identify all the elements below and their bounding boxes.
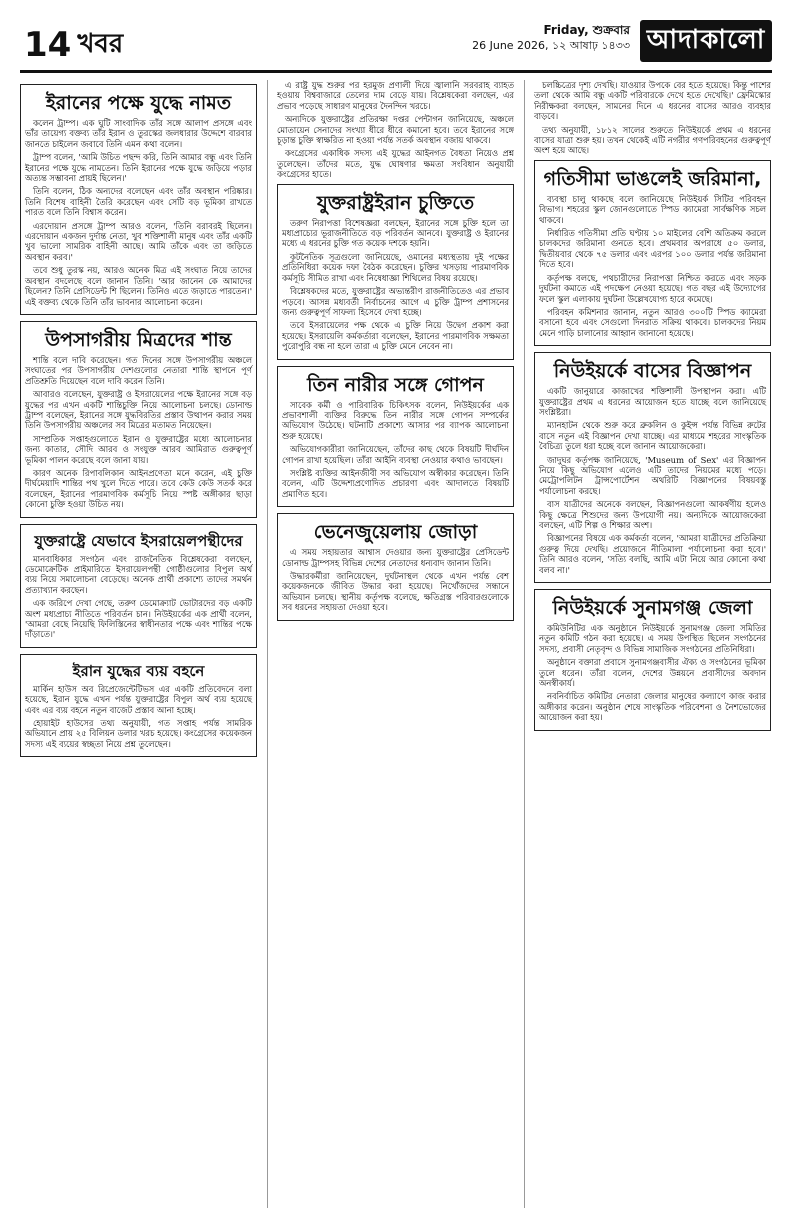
article-paragraph: কংগ্রেসের একাধিক সদস্য এই যুদ্ধের আইনগত বৈধতা নিয়েও প্রশ্ন তুলেছেন। তাঁদের মতে, যুদ্ধ ঘোষণার ক্ষমতা সংবিধান অনুযায়ী কংগ্রেসের হাতে।	[277, 148, 514, 180]
article-paragraph: কমিউনিটির এক অনুষ্ঠানে নিউইয়র্কে সুনামগঞ্জ জেলা সমিতির নতুন কমিটি গঠন করা হয়েছে। এ সময় উপস্থিত ছিলেন সংগঠনের সদস্য, প্রবাসী নেতৃবৃন্দ ও বিভিন্ন সামাজিক সংগঠনের প্রতিনিধিরা।	[539, 623, 766, 654]
article-paragraph: চলচ্চিত্রের দৃশ্য দেখছি। যাওয়ার উপকে বের হতে হয়েছে। কিন্তু পাশের তলা থেকে আমি বন্ধু একটি পরিবারকে দেখে হতে দেখেছি।' ফ্রেমিস্কোর নিরীক্ষকরা বলছেন, সামনের দিনে এ ধরনের বাসের আরও ব্যবহার বাড়বে।	[534, 80, 771, 122]
article-paragraph: ব্যবস্থা চালু থাকছে বলে জানিয়েছে নিউইয়র্ক সিটির পরিবহন বিভাগ। শহরের স্কুল জোনগুলোতে স্পিড ক্যামেরা সার্বক্ষণিক সচল থাকবে।	[539, 193, 766, 225]
article-paragraph: মানবাধিকার সংগঠন এবং রাজনৈতিক বিশ্লেষকেরা বলছেন, ডেমোক্রেটিক প্রাইমারিতে ইসরায়েলপন্থী গোষ্ঠীগুলোর বিপুল অর্থ ব্যয় নিয়ে সমালোচনা বেড়েছে। অনেক প্রার্থী প্রকাশ্যে তাদের সমর্থন প্রত্যাখ্যান করছেন।	[25, 553, 252, 595]
article-headline: নিউইয়র্কে বাসের বিজ্ঞাপন	[553, 360, 752, 383]
article-paragraph: সাম্প্রতিক সপ্তাহগুলোতে ইরান ও যুক্তরাষ্ট্রের মধ্যে আলোচনার জন্য কাতার, সৌদি আরব ও সংযুক্ত আরব আমিরাত গুরুত্বপূর্ণ ভূমিকা পালন করেছে বলে জানা যায়।	[25, 433, 252, 465]
article-headline: যুক্তরাষ্ট্রইরান চুক্তিতে	[316, 191, 475, 214]
article-headline: তিন নারীর সঙ্গে গোপন	[307, 373, 484, 396]
article-paragraph: বিশ্লেষকদের মতে, যুক্তরাষ্ট্রের অভ্যন্তরীণ রাজনীতিতেও এর প্রভাব পড়বে। আসন্ন মধ্যবর্তী নির্বাচনের আগে এ চুক্তি ট্রাম্প প্রশাসনের জন্য গুরুত্বপূর্ণ সাফল্য হিসেবে দেখা হচ্ছে।	[282, 286, 509, 317]
issue-day: Friday, শুক্রবার	[543, 23, 630, 37]
newspaper-logo	[640, 20, 772, 62]
page-number: 14	[24, 25, 72, 65]
article-paragraph: অন্যদিকে যুক্তরাষ্ট্রের প্রতিরক্ষা দপ্তর পেন্টাগন জানিয়েছে, অঞ্চলে মোতায়েন সেনাদের সংখ্যা ধীরে ধীরে কমানো হবে। তবে ইরানের সঙ্গে চূড়ান্ত চুক্তি স্বাক্ষরিত না হওয়া পর্যন্ত সতর্ক অবস্থান বজায় থাকবে।	[277, 114, 514, 146]
masthead-rule	[20, 70, 772, 73]
article-box	[20, 654, 257, 757]
article-box	[534, 160, 771, 346]
article-paragraph: বাস যাত্রীদের অনেকে বলছেন, বিজ্ঞাপনগুলো আকর্ষণীয় হলেও কিছু ক্ষেত্রে শিশুদের জন্য উপযোগী নয়। অন্যদিকে আয়োজকেরা বলছেন, এটি শিল্প ও শিক্ষার অংশ।	[539, 499, 766, 530]
article-paragraph: তিনি বলেন, ঠিক অন্যদের বলেছেন এবং তাঁর অবস্থান পরিষ্কার। তিনি বিশেষ বাহিনী তৈরি করেছেন এবং সেটি বড় ভূমিকা রাখতে পারত বলে তিনি বিশ্বাস করেন।	[25, 186, 252, 218]
article-paragraph: এরদোয়ান প্রসঙ্গে ট্রাম্প আরও বলেন, 'তিনি বরাবরই ছিলেন। এরদোয়ান একজন দুর্দান্ত নেতা, খুব শক্তিশালী মানুষ এবং তাঁর একটি খুব ভালো সামরিক বাহিনী আছে। আমি তাঁকে এবং তা জড়িতে অবস্থান করব।'	[25, 220, 252, 262]
issue-date: 26 June 2026, ১২ আষাঢ় ১৪৩৩	[472, 39, 630, 52]
article-paragraph: বিজ্ঞাপনের বিষয়ে এক কর্মকর্তা বলেন, 'আমরা যাত্রীদের প্রতিক্রিয়া গুরুত্ব দিয়ে দেখছি। প্রয়োজনে নীতিমালা পর্যালোচনা করা হবে।' তিনি আরও বলেন, 'সত্যি বলছি, আমি এটা নিয়ে আর কোনো কথা বলব না।'	[539, 533, 766, 575]
article-headline: নিউইয়র্কে সুনামগঞ্জ জেলা	[552, 597, 753, 620]
page-number-block	[20, 22, 124, 68]
date-block	[460, 22, 630, 54]
masthead	[20, 20, 772, 76]
article-box	[20, 524, 257, 648]
article-paragraph: হোয়াইট হাউসের তথ্য অনুযায়ী, গত সপ্তাহ পর্যন্ত সামরিক অভিযানে প্রায় ২৫ বিলিয়ন ডলার খরচ হয়েছে। কংগ্রেসের কয়েকজন সদস্য এই ব্যয়ের স্বচ্ছতা নিয়ে প্রশ্ন তুলেছেন।	[25, 718, 252, 749]
article-paragraph: কারণ অনেক রিপাবলিকান আইনপ্রণেতা মনে করেন, এই চুক্তি দীর্ঘমেয়াদি শান্তির পথ খুলে দিতে পারে। তবে কেউ কেউ সতর্ক করে বলেছেন, ইরানের পারমাণবিক কর্মসূচি নিয়ে স্পষ্ট অঙ্গীকার ছাড়া কোনো চুক্তি হওয়া উচিত নয়।	[25, 467, 252, 510]
article-paragraph: নির্ধারিত গতিসীমা প্রতি ঘণ্টায় ১০ মাইলের বেশি অতিক্রম করলে চালকদের জরিমানা গুনতে হবে। প্রথমবার অপরাধে ৫০ ডলার, দ্বিতীয়বার থেকে ৭৫ ডলার এবং এরপর ১০০ ডলার পর্যন্ত জরিমানা দিতে হবে।	[539, 228, 766, 270]
column-divider	[524, 80, 525, 1208]
article-paragraph: অভিযোগকারীরা জানিয়েছেন, তাঁদের কাছ থেকে বিষয়টি দীর্ঘদিন গোপন রাখা হয়েছিল। তাঁরা আইনি ব্যবস্থা নেওয়ার কথাও ভাবছেন।	[282, 444, 509, 465]
article-paragraph: এক জরিপে দেখা গেছে, তরুণ ডেমোক্র্যাট ভোটারদের বড় একটি অংশ মধ্যপ্রাচ্য নীতিতে পরিবর্তন চান। নিউইয়র্কের এক প্রার্থী বলেন, 'আমরা বেছে নিয়েছি ফিলিস্তিনের স্বাধীনতার পক্ষে এবং শান্তির পক্ষে দাঁড়াতে।'	[25, 598, 252, 640]
column-3	[534, 80, 771, 1208]
article-headline: উপসাগরীয় মিত্রদের শান্ত	[45, 328, 232, 351]
article-paragraph: অনুষ্ঠানে বক্তারা প্রবাসে সুনামগঞ্জবাসীর ঐক্য ও সংগঠনের ভূমিকা তুলে ধরেন। তাঁরা বলেন, দেশের উন্নয়নে প্রবাসীদের অবদান অনস্বীকার্য।	[539, 657, 766, 689]
article-paragraph: মার্কিন হাউস অব রিপ্রেজেন্টেটিভস এর একটি প্রতিবেদনে বলা হয়েছে, ইরান যুদ্ধে এখন পর্যন্ত যুক্তরাষ্ট্রের বিপুল অর্থ ব্যয় হয়েছে এবং এর ব্যয় বহনে নতুন বাজেট প্রস্তাব আনা হচ্ছে।	[25, 683, 252, 715]
article-paragraph: তবে ইসরায়েলের পক্ষ থেকে এ চুক্তি নিয়ে উদ্বেগ প্রকাশ করা হয়েছে। ইসরায়েলি কর্মকর্তারা বলেছেন, ইরানের পারমাণবিক সক্ষমতা পুরোপুরি বন্ধ না হলে তারা এ চুক্তি মেনে নেবেন না।	[282, 320, 509, 352]
article-box	[277, 366, 514, 508]
article-box	[534, 352, 771, 583]
article-paragraph: কলেন ট্রাম্প। এক ঘুটি সাংবাদিক তাঁর সঙ্গে আলাপ প্রসঙ্গে এবং ভাঁর তায়েগ্য বক্তব্য তাঁর ইরান ও তুরস্কের জলধারার উদ্দেশে বারবার জানতে চাইলেন জবাবে তিনি এমন কথা বলেন।	[25, 118, 252, 149]
article-paragraph: তবে শুধু তুরস্ক নয়, আরও অনেক মিত্র এই সংঘাত নিয়ে তাদের অবস্থান বদলেছে বলে জানান তিনি। 'আর জানেন কে আমাদের ছিলেন? তিনি প্রেসিডেন্ট শি ছিলেন। তিনিও এতে জড়াতে পারতেন।' এই বক্তব্য থেকে তিনি তাঁর ভাবনার আলোচনা করেন।	[25, 265, 252, 307]
logo-text: আদাকালো	[646, 25, 766, 55]
section-name: খবর	[77, 29, 124, 59]
article-paragraph: তরুণ নিরাপত্তা বিশেষজ্ঞরা বলছেন, ইরানের সঙ্গে চুক্তি হলে তা মধ্যপ্রাচ্যের ভূরাজনীতিতে বড় পরিবর্তন আনবে। যুক্তরাষ্ট্র ও ইরানের মধ্যে এ ধরনের চুক্তি গত কয়েক দশকে হয়নি।	[282, 217, 509, 249]
article-box	[20, 84, 257, 315]
article-headline: ইরান যুদ্ধের ব্যয় বহনে	[72, 661, 205, 680]
article-paragraph: সংশ্লিষ্ট ব্যক্তির আইনজীবী সব অভিযোগ অস্বীকার করেছেন। তিনি বলেন, এটি উদ্দেশ্যপ্রণোদিত প্রচারণা এবং আদালতে বিষয়টি প্রমাণিত হবে।	[282, 467, 509, 499]
article-headline: যুক্তরাষ্ট্রে যেভাবে ইসরায়েলপন্থীদের	[34, 531, 243, 550]
article-paragraph: আবারও বলেছেন, যুক্তরাষ্ট্র ও ইসরায়েলের পক্ষে ইরানের সঙ্গে বড় যুদ্ধের পর এখন একটি শান্তিচুক্তি নিয়ে আলোচনা চলছে। ডোনাল্ড ট্রাম্প বলেছেন, ইরানের সঙ্গে যুদ্ধবিরতির প্রস্তাব উত্থাপন করার সময় তিনি উপসাগরীয় অঞ্চলের সব মিত্রের মতামত নিয়েছেন।	[25, 389, 252, 431]
article-paragraph: জাদুঘর কর্তৃপক্ষ জানিয়েছে, 'Museum of Sex' এর বিজ্ঞাপন নিয়ে কিছু অভিযোগ এলেও এটি তাদের নিয়মের মধ্যে পড়ে। মেট্রোপলিটন ট্রান্সপোর্টেশন অথরিটি বিজ্ঞাপনের বিষয়বস্তু পর্যালোচনা করছে।	[539, 454, 766, 496]
article-paragraph: একটি জানুয়ারে কাজাখের শক্তিশালী উপস্থাপন করা। এটি যুক্তরাষ্ট্রের প্রথম এ ধরনের আয়োজন হতে যাচ্ছে বলে জানিয়েছে সংশ্লিষ্টরা।	[539, 386, 766, 417]
article-paragraph: ম্যানহাটন থেকে শুরু করে ব্রুকলিন ও কুইন্স পর্যন্ত বিভিন্ন রুটের বাসে নতুন এই বিজ্ঞাপন দেখা যাচ্ছে। এর মাধ্যমে শহরের সাংস্কৃতিক বৈচিত্র্য তুলে ধরা হচ্ছে বলে জানান আয়োজকেরা।	[539, 420, 766, 452]
article-paragraph: কর্তৃপক্ষ বলছে, পথচারীদের নিরাপত্তা নিশ্চিত করতে এবং সড়ক দুর্ঘটনা কমাতে এই পদক্ষেপ নেওয়া হয়েছে। গত বছর এই উদ্যোগের ফলে স্কুল এলাকায় দুর্ঘটনা উল্লেখযোগ্য হারে কমেছে।	[539, 272, 766, 304]
article-paragraph: সাবেক কর্মী ও পারিবারিক চিকিৎসক বলেন, নিউইয়র্কের এক প্রভাবশালী ব্যক্তির বিরুদ্ধে তিন নারীর সঙ্গে গোপন সম্পর্কের অভিযোগ উঠেছে। ঘটনাটি প্রকাশ্যে আসার পর ব্যাপক আলোচনা শুরু হয়েছে।	[282, 399, 509, 441]
article-box	[534, 589, 771, 731]
article-paragraph: এ সময় সহায়তার আশ্বাস দেওয়ার জন্য যুক্তরাষ্ট্রের প্রেসিডেন্ট ডোনাল্ড ট্রাম্পসহ বিভিন্ন দেশের নেতাদের ধন্যবাদ জানান তিনি।	[282, 547, 509, 568]
article-paragraph: ট্রাম্প বলেন, 'আমি উচিত পছন্দ করি, তিনি আমার বন্ধু এবং তিনি ইরানের পক্ষে যুদ্ধে নামতেন। তিনি ইরানের পক্ষে যুদ্ধে জড়িয়ে পড়ার অত্যন্ত সম্ভাবনা প্রায়ই ছিলেন।'	[25, 152, 252, 184]
article-paragraph: নবনির্বাচিত কমিটির নেতারা জেলার মানুষের কল্যাণে কাজ করার অঙ্গীকার করেন। অনুষ্ঠান শেষে সাংস্কৃতিক পরিবেশনা ও নৈশভোজের আয়োজন করা হয়।	[539, 691, 766, 723]
column-divider	[267, 80, 268, 1208]
article-paragraph: শান্তি বলে দাবি করেছেন। গত দিনের সঙ্গে উপসাগরীয় অঞ্চলে সংঘাতের পর উপসাগরীয় দেশগুলোর নেতারা শান্তি স্থাপনে পূর্ণ প্রতিশ্রুতি দিয়েছেন বলে দাবি করেন তিনি।	[25, 354, 252, 386]
article-box	[20, 321, 257, 518]
article-box	[277, 513, 514, 620]
article-paragraph: এ রাষ্ট্র যুদ্ধ শুরুর পর হরমুজ প্রণালী দিয়ে জ্বালানি সরবরাহ ব্যাহত হওয়ায় বিশ্ববাজারে তেলের দাম বেড়ে যায়। বিশ্লেষকেরা বলছেন, এর প্রভাব পড়েছে সাধারণ মানুষের দৈনন্দিন খরচে।	[277, 80, 514, 111]
article-headline: গতিসীমা ভাঙলেই জরিমানা,	[543, 167, 762, 190]
column-2	[277, 80, 514, 1208]
article-paragraph: উদ্ধারকর্মীরা জানিয়েছেন, দুর্ঘটনাস্থল থেকে এখন পর্যন্ত বেশ কয়েকজনকে জীবিত উদ্ধার করা হয়েছে। নিখোঁজদের সন্ধানে অভিযান চলছে। স্থানীয় কর্তৃপক্ষ বলেছে, ক্ষতিগ্রস্ত পরিবারগুলোকে সব ধরনের সহায়তা দেওয়া হবে।	[282, 571, 509, 613]
article-headline: ভেনেজুয়েলায় জোড়া	[313, 521, 478, 544]
article-box	[277, 184, 514, 360]
article-paragraph: কূটনৈতিক সূত্রগুলো জানিয়েছে, ওমানের মধ্যস্থতায় দুই পক্ষের প্রতিনিধিরা কয়েক দফা বৈঠক করেছেন। চুক্তির খসড়ায় পারমাণবিক কর্মসূচি সীমিত রাখা এবং নিষেধাজ্ঞা শিথিলের বিষয় রয়েছে।	[282, 251, 509, 283]
article-paragraph: তথ্য অনুযায়ী, ১৮১২ সালের শুরুতে নিউইয়র্কে প্রথম এ ধরনের বাসের যাত্রা শুরু হয়। তখন থেকেই এটি নগরীর গণপরিবহনের গুরুত্বপূর্ণ অংশ হয়ে আছে।	[534, 124, 771, 156]
article-headline: ইরানের পক্ষে যুদ্ধে নামত	[45, 92, 232, 114]
article-paragraph: পরিবহন কমিশনার জানান, নতুন আরও ৩০০টি স্পিড ক্যামেরা বসানো হবে এবং সেগুলো দিনরাত সক্রিয় থাকবে। চালকদের নিয়ম মেনে গাড়ি চালানোর আহ্বান জানানো হয়েছে।	[539, 306, 766, 338]
column-1	[20, 80, 257, 1208]
